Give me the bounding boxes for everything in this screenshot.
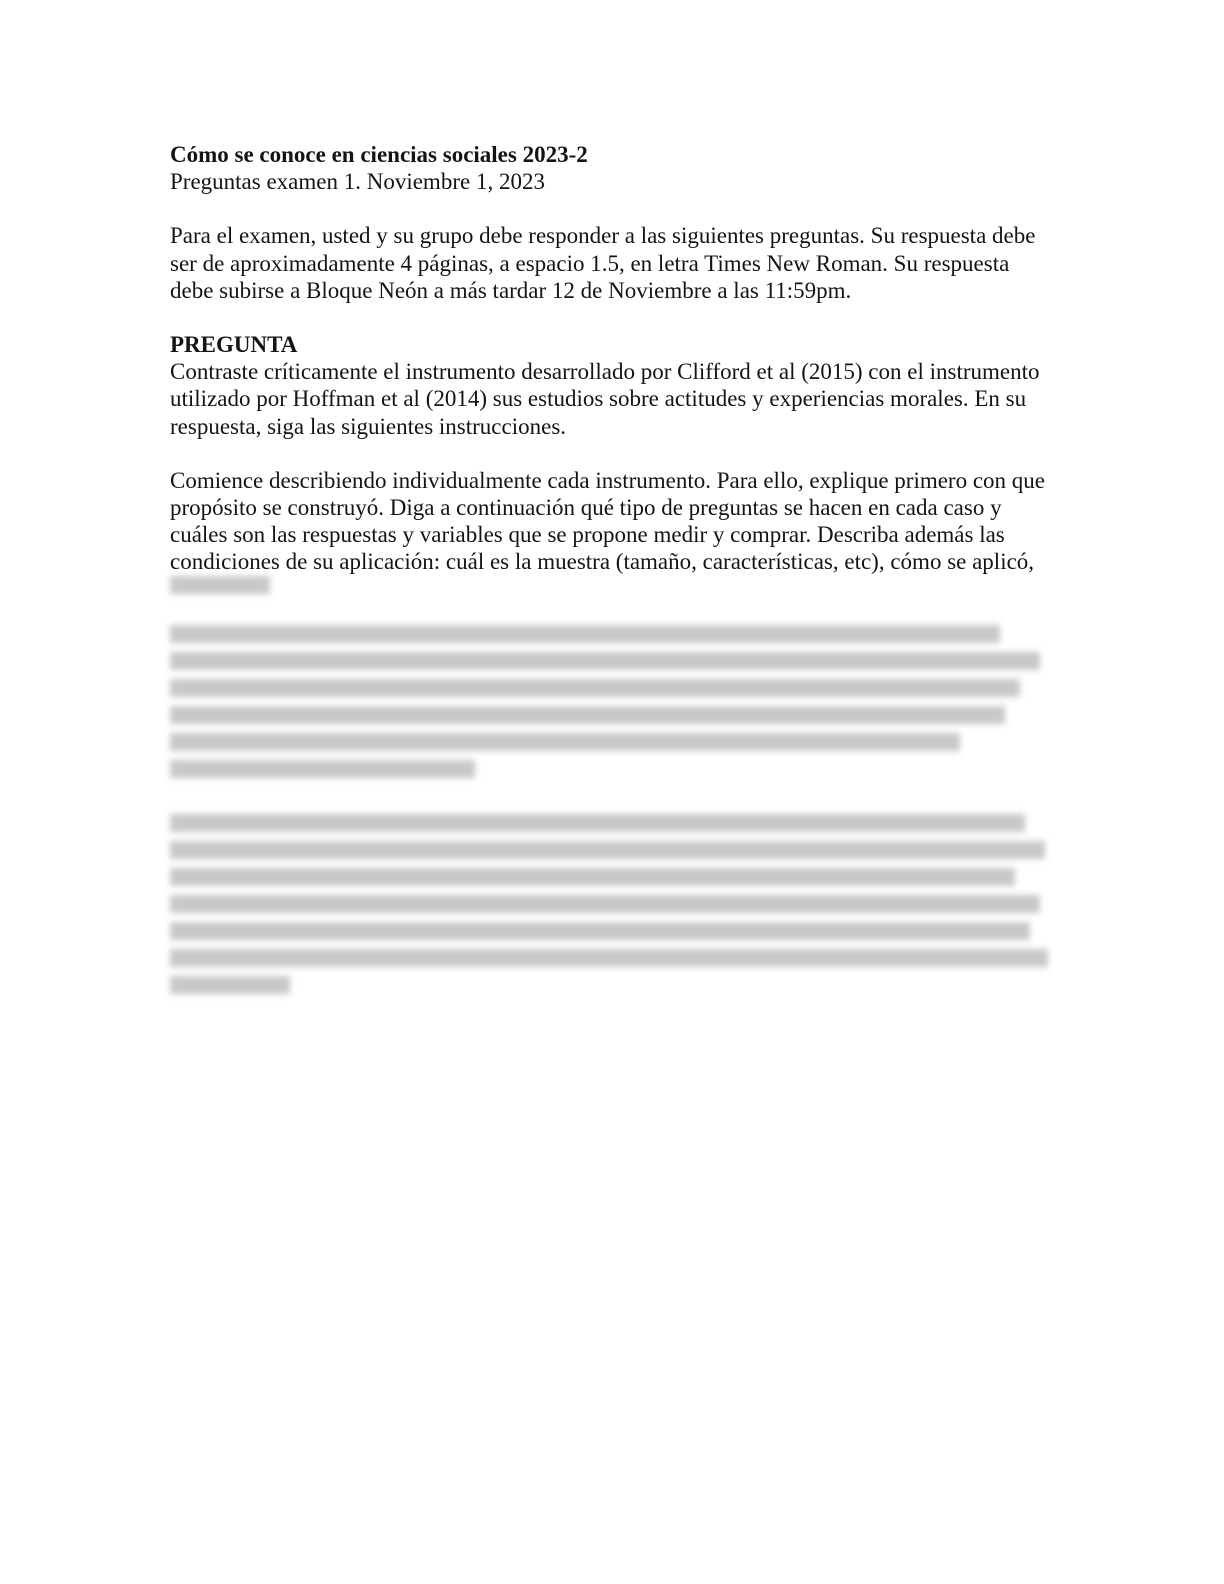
- document-title: Cómo se conoce en ciencias sociales 2023-2: [170, 142, 588, 167]
- blurred-paragraph-2: [170, 814, 1050, 994]
- instructions-paragraph-visible: [170, 467, 1050, 576]
- document-page: [170, 141, 1050, 1021]
- question-paragraph: Contraste críticamente el instrumento desarrollado por Clifford et al (2015) con el instrumento utilizado por Hoffman et al (2014) sus estudios sobre actitudes y experiencias morales. En su respuesta, siga las siguientes instrucciones.: [170, 359, 1040, 439]
- question-heading: PREGUNTA: [170, 332, 298, 358]
- intro-paragraph: Para el examen, usted y su grupo debe responder a las siguientes preguntas. Su respuesta debe ser de aproximadamente 4 páginas, a espacio 1.5, en letra Times New Roman. Su respuesta debe subirse a Bloque Neón a más tardar 12 de Noviembre a las 11:59pm.: [170, 223, 1036, 303]
- document-subtitle: Preguntas examen 1. Noviembre 1, 2023: [170, 169, 545, 195]
- instructions-paragraph: Comience describiendo individualmente cada instrumento. Para ello, explique primero con que propósito se construyó. Diga a continuación qué tipo de preguntas se hacen en cada caso y cuáles son las respuestas y variables que se propone medir y comprar. Describa además las condiciones de su aplicación: cuál es la muestra (tamaño, características, etc), cómo se aplicó,: [170, 467, 1046, 575]
- blurred-paragraph-1: [170, 576, 1050, 778]
- blurred-content: [170, 576, 1050, 994]
